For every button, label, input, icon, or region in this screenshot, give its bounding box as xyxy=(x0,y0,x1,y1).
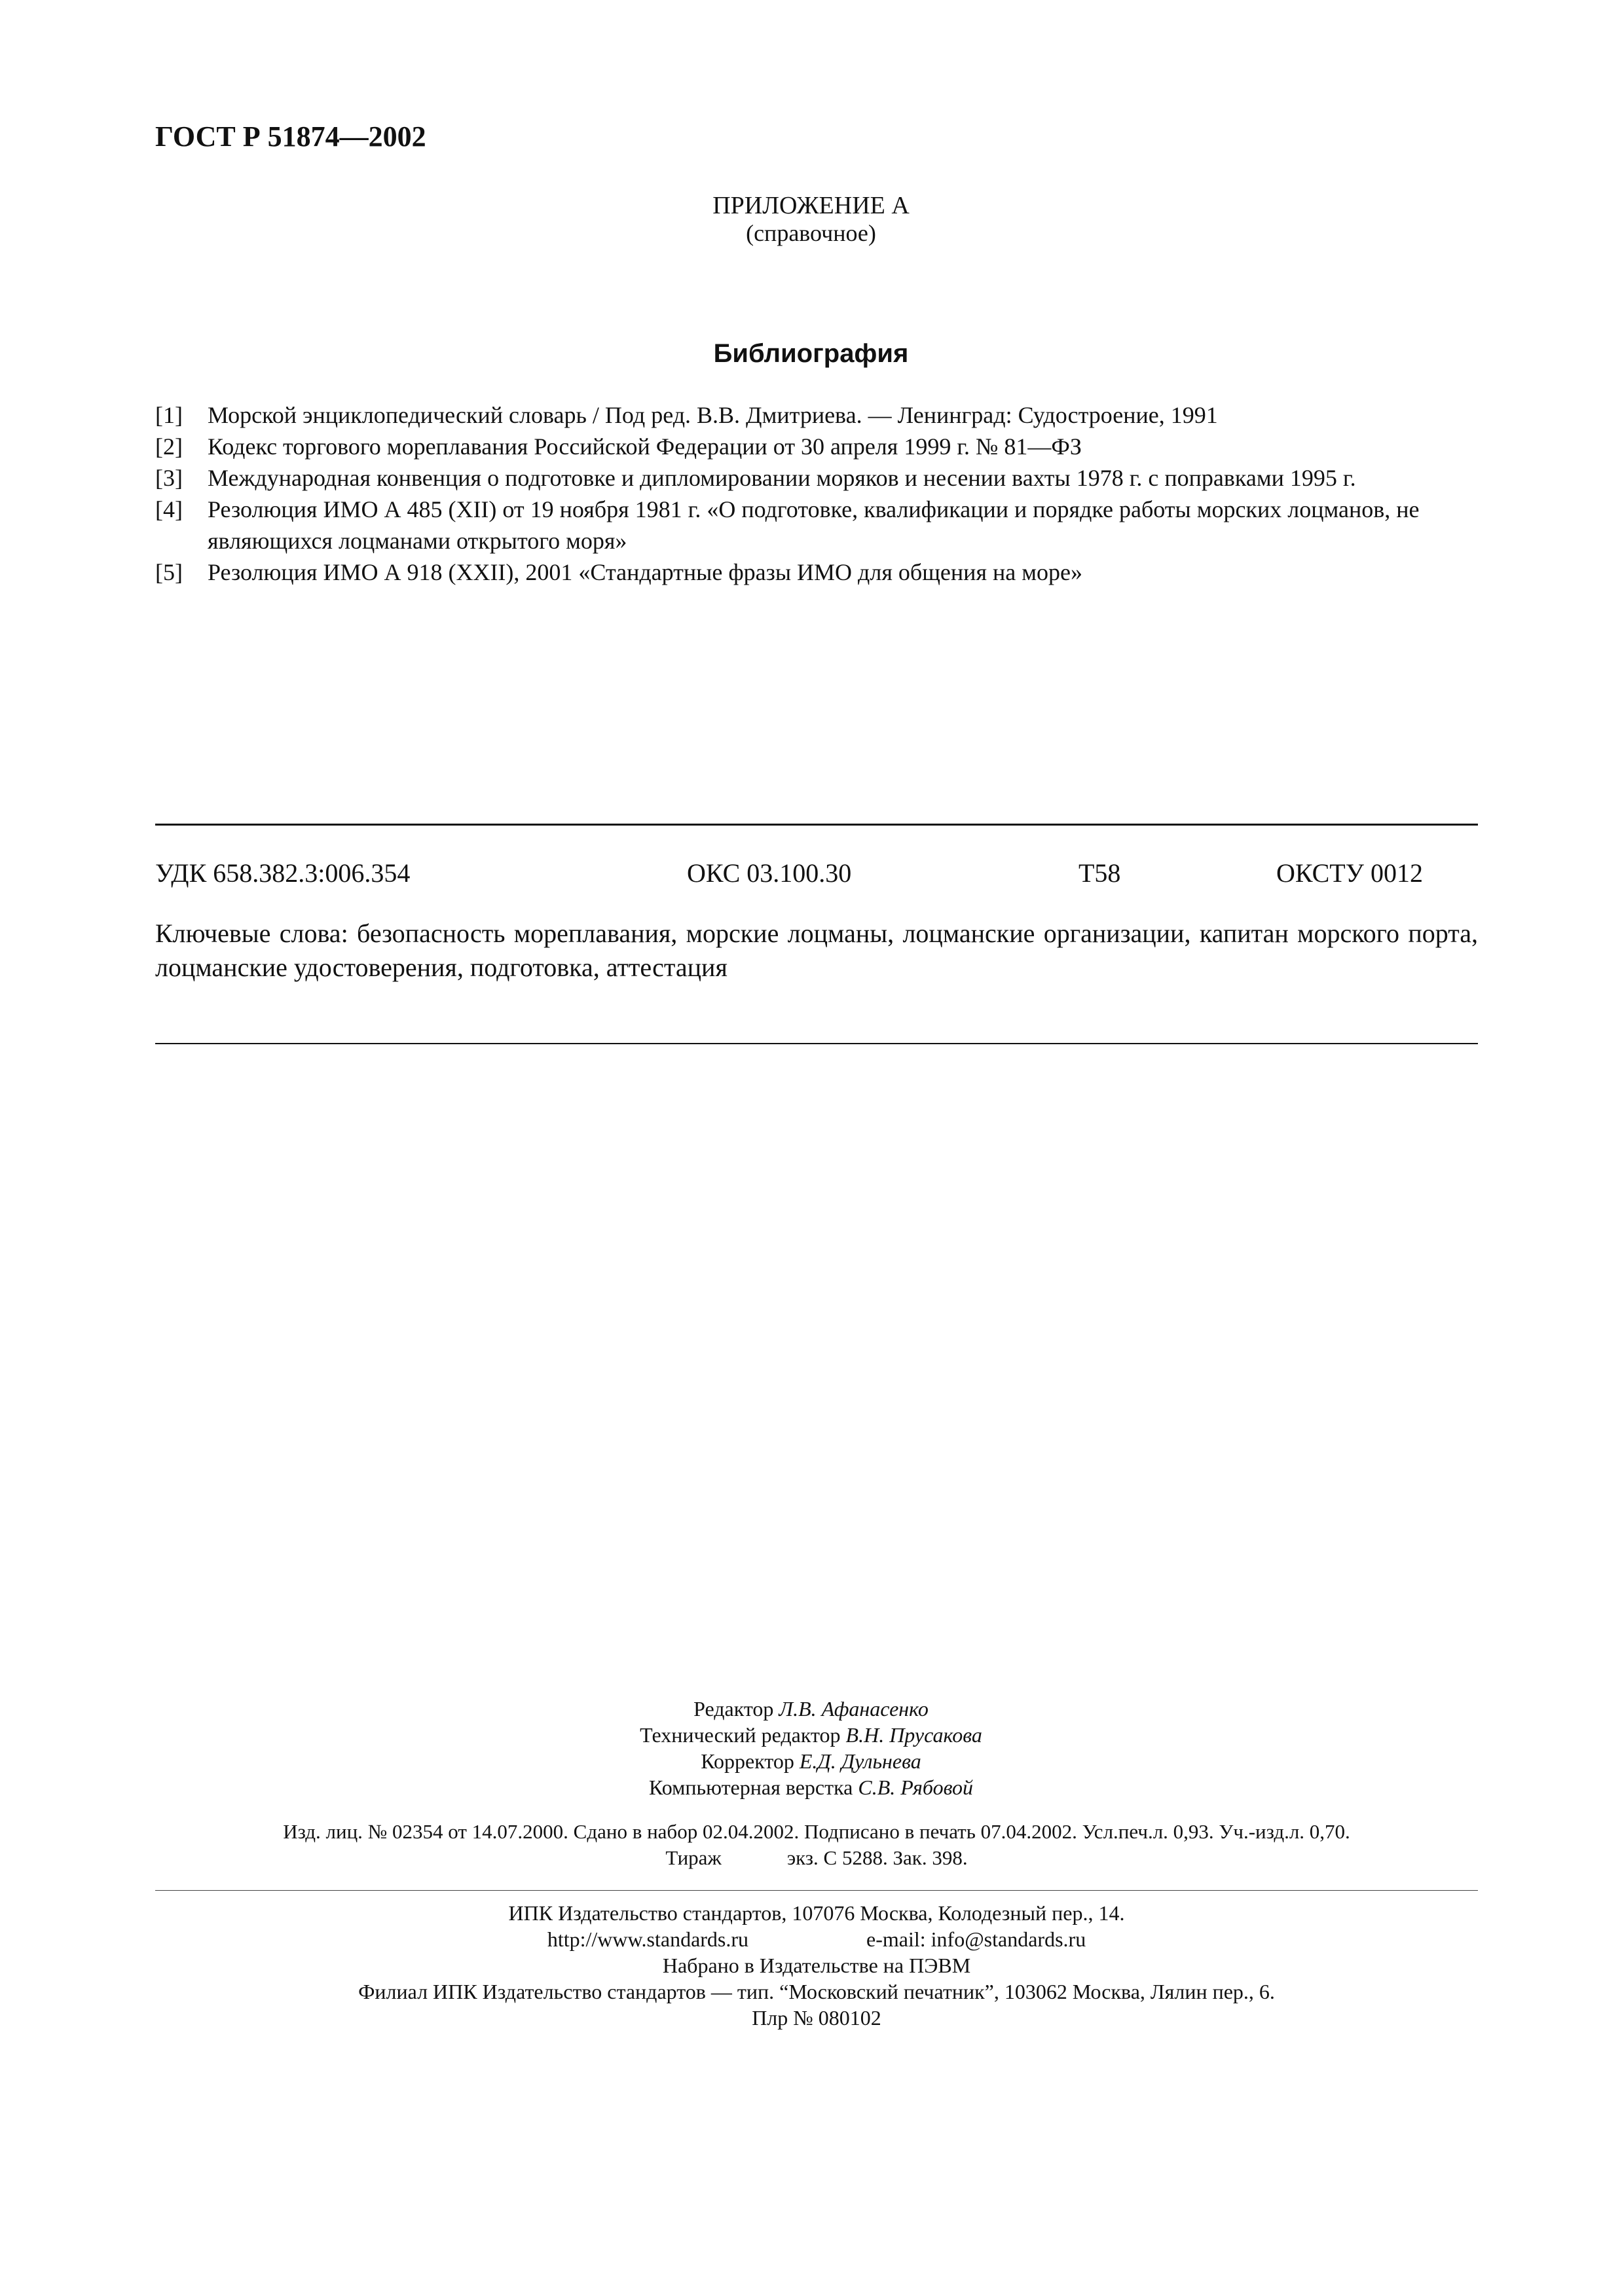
printing-branch: Филиал ИПК Издательство стандартов — тип. “Московский печатник”, 103062 Москва, Лялин пер., 6. xyxy=(358,1980,1275,2003)
publishing-line-1: Изд. лиц. № 02354 от 14.07.2000. Сдано в набор 02.04.2002. Подписано в печать 07.04.2002. Усл.печ.л. 0,93. Уч.-изд.л. 0,70. xyxy=(283,1820,1350,1843)
corrector-line xyxy=(0,1748,1622,1774)
appendix-title: ПРИЛОЖЕНИЕ А xyxy=(712,192,910,219)
bibliography-item-text: Кодекс торгового мореплавания Российской Федерации от 30 апреля 1999 г. № 81—ФЗ xyxy=(208,433,1082,460)
bibliography-item-number: [2] xyxy=(155,433,183,460)
layout-name: С.В. Рябовой xyxy=(858,1776,974,1799)
appendix-heading xyxy=(0,192,1622,247)
publisher-divider xyxy=(155,1890,1478,1891)
publisher-email[interactable]: e-mail: info@standards.ru xyxy=(866,1927,1086,1951)
appendix-subtitle: (справочное) xyxy=(746,220,876,246)
bibliography-title: Библиография xyxy=(713,339,909,368)
corrector-name: Е.Д. Дульнева xyxy=(799,1749,921,1773)
layout-label: Компьютерная верстка xyxy=(648,1776,853,1799)
bibliography-item-text: Резолюция ИМО А 485 (XII) от 19 ноября 1981 г. «О подготовке, квалификации и порядке работы морских лоцманов, не являющихся лоцманами открытого моря» xyxy=(208,496,1420,554)
okstu-code: ОКСТУ 0012 xyxy=(1276,858,1424,888)
publisher-address: ИПК Издательство стандартов, 107076 Москва, Колодезный пер., 14. xyxy=(508,1901,1125,1925)
bibliography-item-text: Морской энциклопедический словарь / Под ред. В.В. Дмитриева. — Ленинград: Судостроение, 1991 xyxy=(208,402,1218,428)
corrector-label: Корректор xyxy=(701,1749,794,1773)
oks-code: ОКС 03.100.30 xyxy=(687,858,852,888)
tech-editor-line xyxy=(0,1722,1622,1748)
classification-codes xyxy=(155,858,1465,890)
typeset-note: Набрано в Издательстве на ПЭВМ xyxy=(662,1954,971,1977)
staff-credits xyxy=(0,1696,1622,1800)
bibliography-item xyxy=(155,556,1478,588)
publishing-info xyxy=(155,1819,1478,1871)
print-run-label: Тираж xyxy=(665,1846,722,1869)
publisher-contacts xyxy=(155,1926,1478,1952)
bibliography-item xyxy=(155,462,1478,494)
publishing-line-2 xyxy=(155,1845,1478,1871)
bibliography-item xyxy=(155,399,1478,431)
publisher-info xyxy=(155,1900,1478,2031)
top-divider xyxy=(155,824,1478,826)
layout-line xyxy=(0,1774,1622,1800)
t-code: Т58 xyxy=(1078,858,1121,888)
keywords: Ключевые слова: безопасность мореплавания, морские лоцманы, лоцманские организации, капитан морского порта, лоцманские удостоверения, подготовка, аттестация xyxy=(155,919,1478,982)
bottom-divider xyxy=(155,1043,1478,1044)
bibliography-item-text: Международная конвенция о подготовке и дипломировании моряков и несении вахты 1978 г. с поправками 1995 г. xyxy=(208,465,1356,491)
bibliography-item-number: [1] xyxy=(155,402,183,428)
bibliography-item-number: [5] xyxy=(155,559,183,585)
document-number-header: ГОСТ Р 51874—2002 xyxy=(155,120,426,153)
bibliography-item-number: [3] xyxy=(155,465,183,491)
bibliography-item xyxy=(155,431,1478,462)
order-info: экз. С 5288. Зак. 398. xyxy=(786,1846,968,1869)
plr-number: Плр № 080102 xyxy=(752,2006,881,2030)
tech-editor-label: Технический редактор xyxy=(640,1723,841,1747)
bibliography-item-text: Резолюция ИМО А 918 (XXII), 2001 «Стандартные фразы ИМО для общения на море» xyxy=(208,559,1083,585)
publisher-url[interactable]: http://www.standards.ru xyxy=(547,1927,749,1951)
editor-line xyxy=(0,1696,1622,1722)
editor-name: Л.В. Афанасенко xyxy=(779,1697,929,1721)
bibliography-list xyxy=(155,399,1478,588)
udk-code: УДК 658.382.3:006.354 xyxy=(155,858,411,888)
tech-editor-name: В.Н. Прусакова xyxy=(845,1723,982,1747)
bibliography-item xyxy=(155,494,1478,556)
bibliography-item-number: [4] xyxy=(155,496,183,522)
editor-label: Редактор xyxy=(693,1697,774,1721)
